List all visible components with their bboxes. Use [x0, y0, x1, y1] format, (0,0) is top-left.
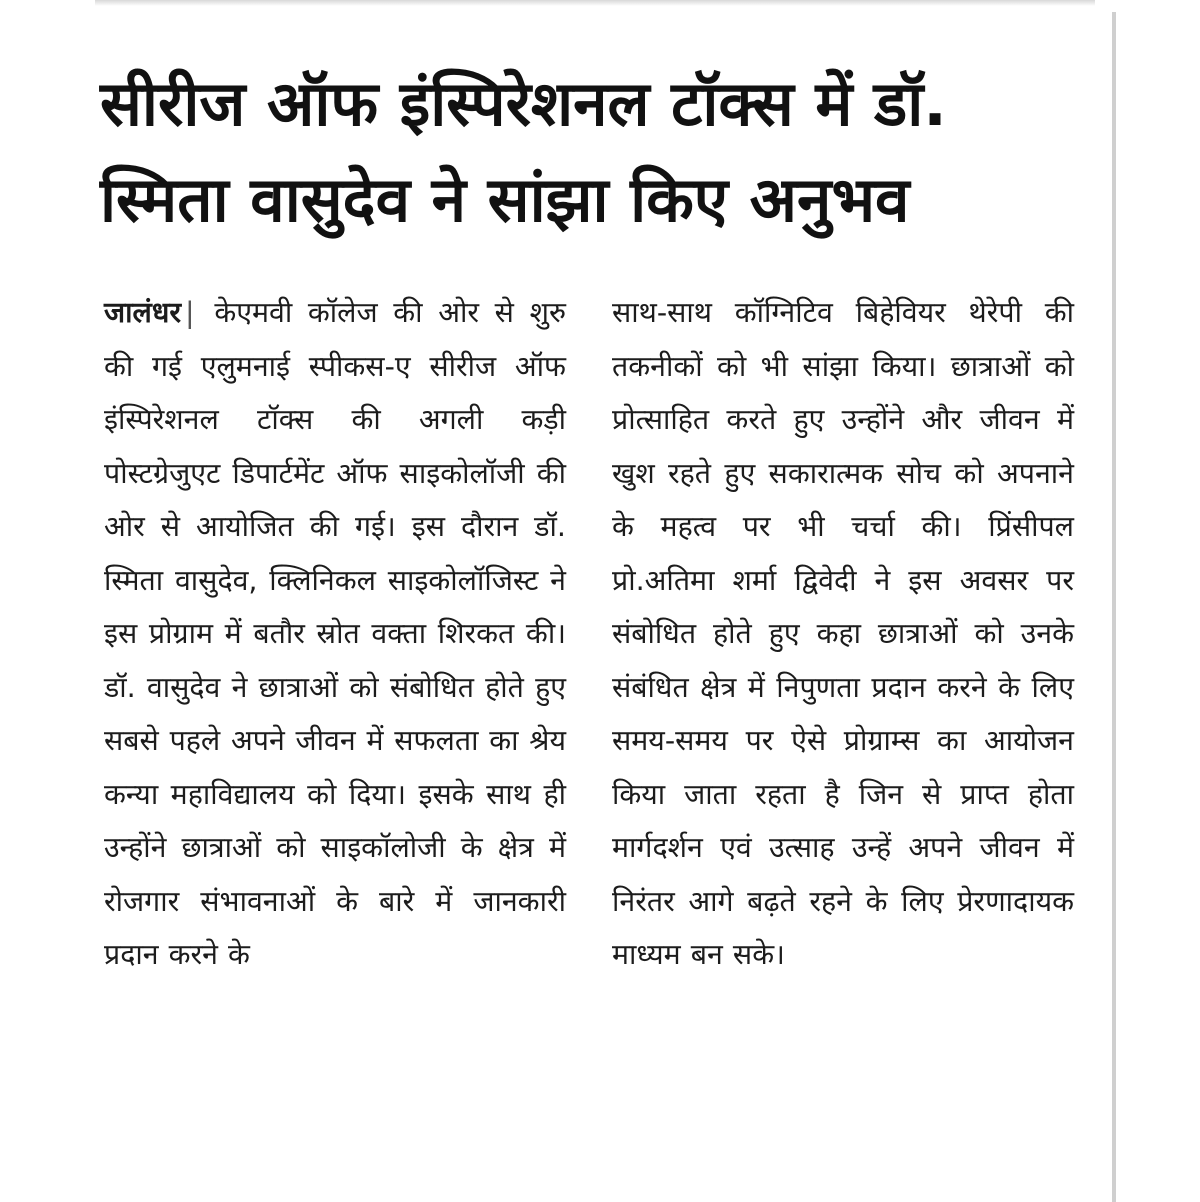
page-edge-divider — [1112, 12, 1116, 1202]
dateline: जालंधर — [104, 296, 182, 329]
article-column-right — [612, 286, 1074, 982]
left-column-text: केएमवी कॉलेज की ओर से शुरु की गई एलुमनाई स्पीकस-ए सीरीज ऑफ इंस्पिरेशनल टॉक्स की अगली कड़ी पोस्टग्रेजुएट डिपार्टमेंट ऑफ साइकोलॉजी की ओर से आयोजित की गई। इस दौरान डॉ. स्मिता वासुदेव, क्लिनिकल साइकोलॉजिस्ट ने इस प्रोग्राम में बतौर स्रोत वक्ता शिरकत की। डॉ. वासुदेव ने छात्राओं को संबोधित होते हुए सबसे पहले अपने जीवन में सफलता का श्रेय कन्या महाविद्यालय को दिया। इसके साथ ही उन्होंने छात्राओं को साइकॉलोजी के क्षेत्र में रोजगार संभावनाओं के बारे में जानकारी प्रदान करने के — [104, 296, 566, 971]
headline-line-2: स्मिता वासुदेव ने सांझा किए अनुभव — [100, 163, 910, 236]
top-rule — [95, 0, 1095, 6]
headline-line-1: सीरीज ऑफ इंस्पिरेशनल टॉक्स में डॉ. — [100, 67, 947, 140]
dateline-separator: | — [185, 296, 195, 329]
right-column-text: साथ-साथ कॉग्निटिव बिहेवियर थेरेपी की तकनीकों को भी सांझा किया। छात्राओं को प्रोत्साहित करते हुए उन्होंने और जीवन में खुश रहते हुए सकारात्मक सोच को अपनाने के महत्व पर भी चर्चा की। प्रिंसीपल प्रो.अतिमा शर्मा द्विवेदी ने इस अवसर पर संबोधित होते हुए कहा छात्राओं को उनके संबंधित क्षेत्र में निपुणता प्रदान करने के लिए समय-समय पर ऐसे प्रोग्राम्स का आयोजन किया जाता रहता है जिन से प्राप्त होता मार्गदर्शन एवं उत्साह उन्हें अपने जीवन में निरंतर आगे बढ़ते रहने के लिए प्रेरणादायक माध्यम बन सके। — [612, 296, 1074, 971]
article-column-left — [104, 286, 566, 982]
headline — [100, 56, 1100, 248]
